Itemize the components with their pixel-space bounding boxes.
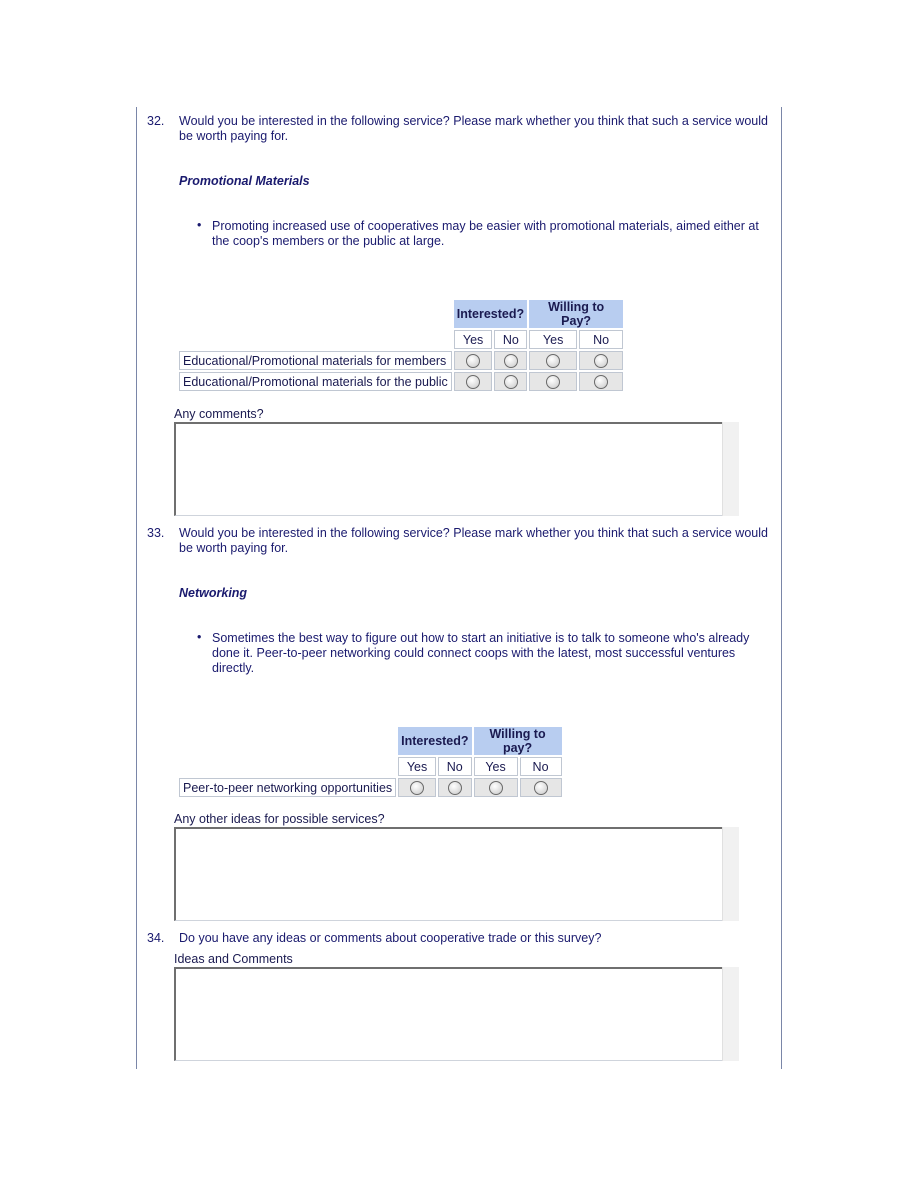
comments-area-wrap xyxy=(174,422,739,516)
comments-label: Any comments? xyxy=(174,407,264,421)
row-label: Educational/Promotional materials for the public xyxy=(179,372,452,391)
bullet-text: Sometimes the best way to figure out how to start an initiative is to talk to someone who's already done it. Peer-to-peer networking could connect coops with the latest, most successful ventures directly. xyxy=(212,631,750,675)
scrollbar[interactable] xyxy=(722,827,739,921)
section-heading: Networking xyxy=(179,586,248,600)
header-interested: Interested? xyxy=(398,727,471,755)
radio-button-icon[interactable] xyxy=(448,781,462,795)
subheader-yes: Yes xyxy=(474,757,518,776)
radio-button-icon[interactable] xyxy=(410,781,424,795)
question-text: Would you be interested in the following service? Please mark whether you think that such a service would be worth paying for. xyxy=(179,526,768,555)
subheader-yes: Yes xyxy=(398,757,436,776)
comments-area-wrap xyxy=(174,827,739,921)
radio-button-icon[interactable] xyxy=(489,781,503,795)
scrollbar[interactable] xyxy=(722,422,739,516)
scrollbar[interactable] xyxy=(722,967,739,1061)
subheader-no: No xyxy=(579,330,623,349)
bullet-dot-icon: • xyxy=(197,630,202,644)
table-corner xyxy=(179,300,452,328)
row-label: Peer-to-peer networking opportunities xyxy=(179,778,396,797)
rating-table xyxy=(177,298,625,393)
table-row xyxy=(179,372,623,391)
section-heading: Promotional Materials xyxy=(179,174,310,188)
radio-button-icon[interactable] xyxy=(466,375,480,389)
subheader-no: No xyxy=(520,757,562,776)
comments-label: Any other ideas for possible services? xyxy=(174,812,385,826)
ideas-textarea[interactable] xyxy=(174,827,739,921)
question-text: Do you have any ideas or comments about cooperative trade or this survey? xyxy=(179,931,602,945)
radio-button-icon[interactable] xyxy=(594,354,608,368)
bullet-dot-icon: • xyxy=(197,218,202,232)
question-number: 32. xyxy=(147,114,165,128)
comments-area-wrap xyxy=(174,967,739,1061)
table-row xyxy=(179,351,623,370)
header-willing-to-pay: Willing to pay? xyxy=(474,727,562,755)
radio-button-icon[interactable] xyxy=(504,354,518,368)
table-corner xyxy=(179,727,396,755)
table-corner xyxy=(179,757,396,776)
radio-button-icon[interactable] xyxy=(546,375,560,389)
table-corner xyxy=(179,330,452,349)
question-number: 34. xyxy=(147,931,165,945)
subheader-no: No xyxy=(494,330,527,349)
header-willing-to-pay: Willing to Pay? xyxy=(529,300,623,328)
table-row xyxy=(179,778,562,797)
ideas-comments-textarea[interactable] xyxy=(174,967,739,1061)
row-label: Educational/Promotional materials for members xyxy=(179,351,452,370)
subheader-no: No xyxy=(438,757,472,776)
bullet-text: Promoting increased use of cooperatives may be easier with promotional materials, aimed either at the coop's members or the public at large. xyxy=(212,219,759,248)
radio-button-icon[interactable] xyxy=(466,354,480,368)
radio-button-icon[interactable] xyxy=(594,375,608,389)
radio-button-icon[interactable] xyxy=(504,375,518,389)
comments-label: Ideas and Comments xyxy=(174,952,293,966)
rating-table xyxy=(177,725,564,799)
question-number: 33. xyxy=(147,526,165,540)
subheader-yes: Yes xyxy=(454,330,493,349)
radio-button-icon[interactable] xyxy=(534,781,548,795)
question-text: Would you be interested in the following service? Please mark whether you think that such a service would be worth paying for. xyxy=(179,114,768,143)
header-interested: Interested? xyxy=(454,300,527,328)
radio-button-icon[interactable] xyxy=(546,354,560,368)
comments-textarea[interactable] xyxy=(174,422,739,516)
subheader-yes: Yes xyxy=(529,330,577,349)
